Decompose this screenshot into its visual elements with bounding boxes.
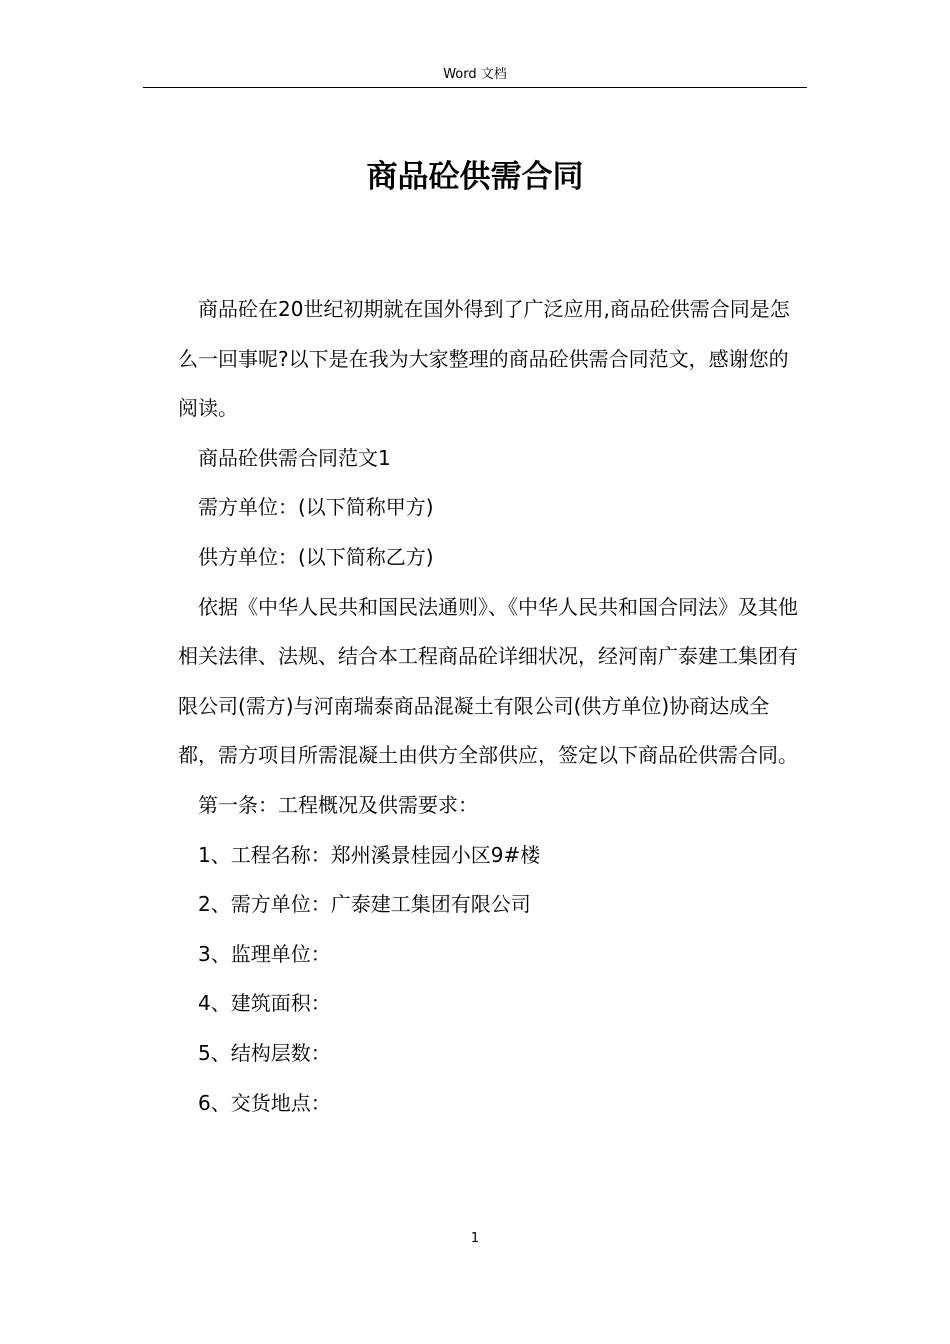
page-number: 1 [470,1231,480,1246]
document-title: 商品砼供需合同 [366,159,584,195]
paragraph-supplier-unit: 供方单位：(以下简称乙方) [198,544,434,569]
paragraph-legal-basis: 依据《中华人民共和国民法通则》、《中华人民共和国合同法》及其他相关法律、法规、结合本工程商品砼详细状况，经河南广泰建工集团有限公司(需方)与河南瑞泰商品混凝土有限公司(供方单位)协商达成全都，需方项目所需混凝土由供方全部供应，签定以下商品砼供需合同。 [178,594,798,768]
header-divider [143,87,807,88]
page-header-label: Word 文档 [443,67,507,82]
list-item-buyer: 2、需方单位：广泰建工集团有限公司 [198,892,531,917]
list-item-delivery-location: 6、交货地点： [198,1090,331,1115]
paragraph-intro: 商品砼在20世纪初期就在国外得到了广泛应用,商品砼供需合同是怎么一回事呢?以下是在我为大家整理的商品砼供需合同范文，感谢您的阅读。 [178,297,790,421]
list-item-supervisor: 3、监理单位： [198,941,331,966]
list-item-floor-area: 4、建筑面积： [198,991,331,1016]
paragraph-sample-heading: 商品砼供需合同范文1 [198,445,391,470]
paragraph-article-one: 第一条：工程概况及供需要求： [198,792,478,817]
list-item-project-name: 1、工程名称：郑州溪景桂园小区9#楼 [198,842,541,867]
paragraph-buyer-unit: 需方单位：(以下简称甲方) [198,495,434,520]
document-body [178,285,802,1128]
list-item-structure-floors: 5、结构层数： [198,1040,331,1065]
